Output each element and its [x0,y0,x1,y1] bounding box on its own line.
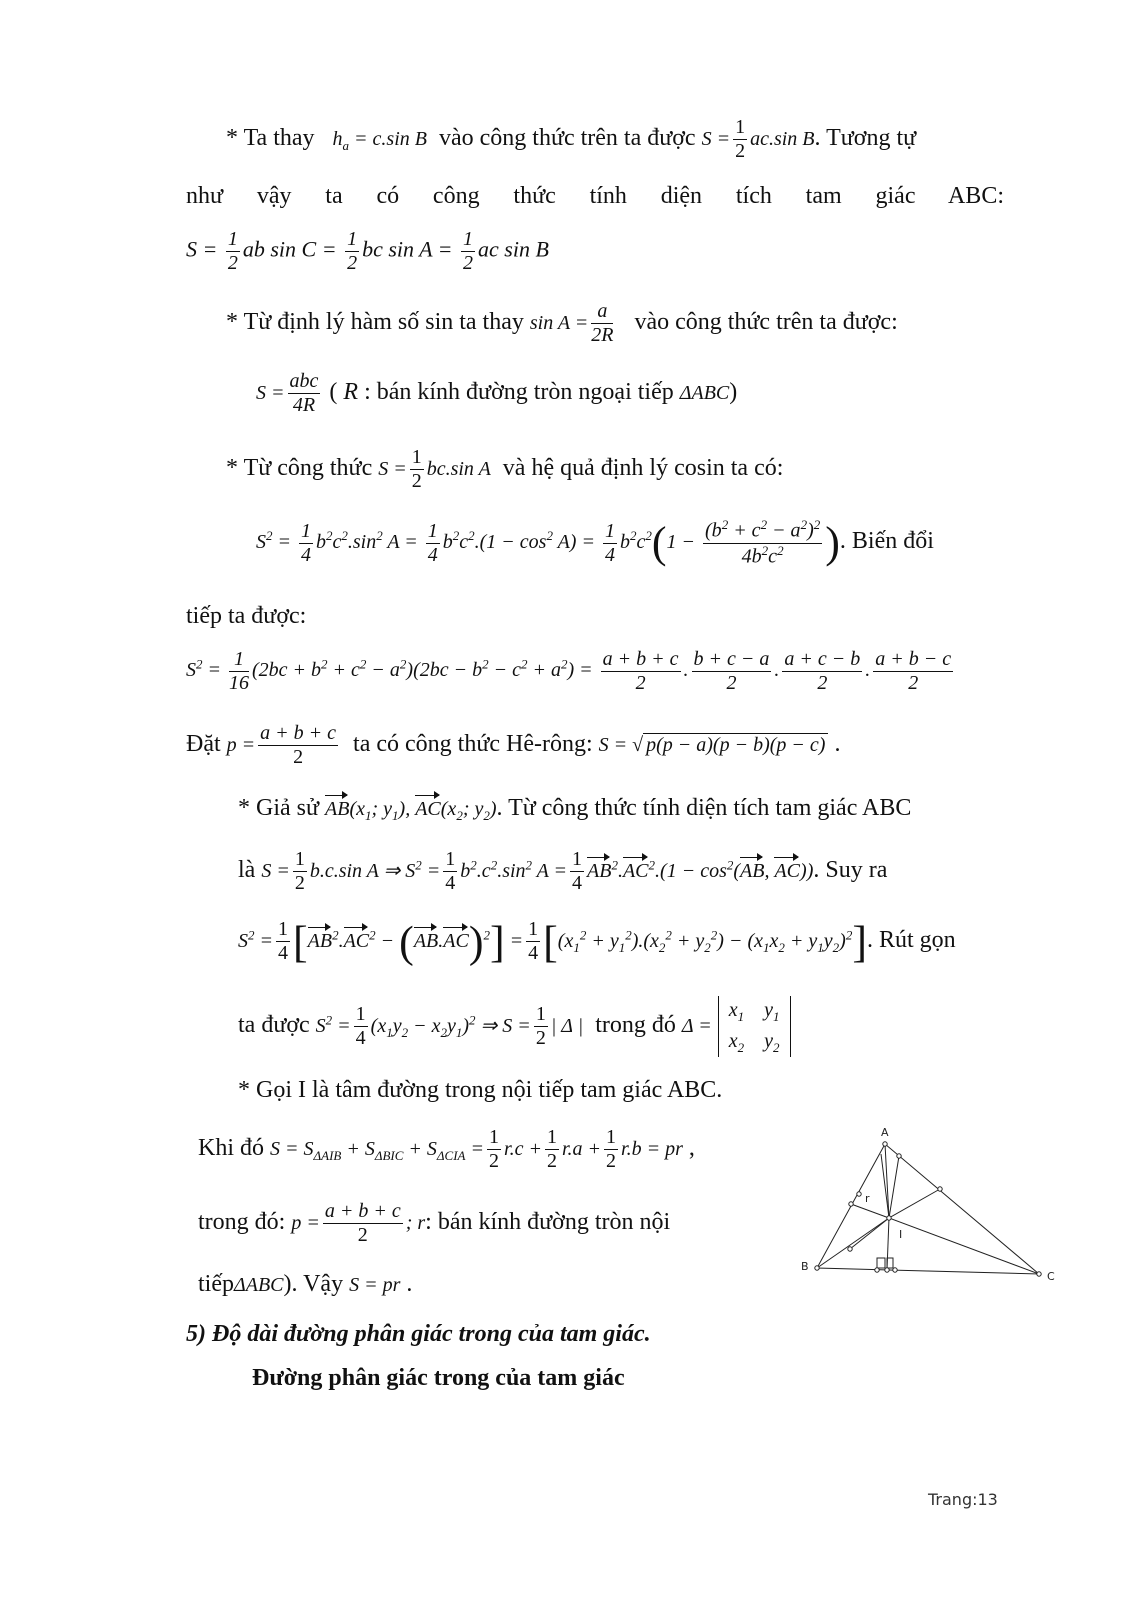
text: . Suy ra [813,857,888,884]
section-subtitle: Đường phân giác trong của tam giác [252,1365,625,1391]
text: * Từ công thức [226,455,373,482]
text: * Giả sử [238,795,319,821]
label-i: I [899,1228,903,1241]
text: vào công thức trên ta được: [634,309,898,336]
section-title: 5) Độ dài đường phân giác trong của tam giác. [186,1321,651,1347]
label-a: A [881,1126,889,1139]
text: : bán kính đường tròn nội [425,1209,671,1236]
para5-line1: * Giả sử $AB(x_1$; $y_1$), $AC(x_2$; $y_2$). Từ công thức tính diện tích tam giác ABC [238,795,912,823]
text: bán kính đường tròn ngoại tiếp [376,379,674,406]
label-b: B [801,1260,809,1273]
text: là [238,857,256,884]
para3-line1: * Từ công thức S = $\frac{1}{2}$ bc.sin A và hệ quả định lý cosin ta có: [226,446,784,492]
label-r: r [865,1192,870,1205]
bisector-a [885,1144,889,1218]
para6-line4: tiếpΔABC). Vậy S = pr . [198,1271,413,1297]
text: và hệ quả định lý cosin ta có: [502,455,784,482]
segment-ia [881,1154,889,1218]
para5-line2: là S = $\frac{1}{2}$ b.c.sin A ⇒ $S^2$ = $\frac{1}{4}$ $b^2.c^2.\sin^2$ A = $\frac{1}{4}$ $AB^2.AC^2.(1 - \cos^2(AB$, AC)). Suy ra [238,848,888,894]
formula-s-squared-expanded: $S^2$ = $\frac{1}{16}$ $(2bc + b^2 + c^2 - a^2)(2bc - b^2 - c^2 + a^2)$ = $\frac{a + b + c}{2}$ . $\frac{b + c - a}{2}$ . $\frac{a + c - b}{2}$ . $\frac{a + b - c}{2}$ [186,648,952,694]
incircle-triangle-figure [795,1118,1065,1288]
para4-line: Đặt p = $\frac{a + b + c}{2}$ ta có công thức Hê-rông: S = √ p(p − a)(p − b)(p − c) . [186,722,841,768]
para6-line1: * Gọi I là tâm đường trong nội tiếp tam giác ABC. [238,1077,723,1103]
text: . Biến đổi [839,527,934,554]
determinant: $x_1$ $y_1$ $x_2$ $y_2$ [718,996,791,1057]
text: trong đó [595,1012,676,1039]
text: . Rút gọn [866,927,956,954]
para6-line3: trong đó: p = $\frac{a + b + c}{2}$ ; r: bán kính đường tròn nội [198,1200,671,1246]
text: Đặt [186,731,221,758]
right-angle-mark [877,1258,885,1268]
text: Khi đó [198,1135,264,1162]
label-c: C [1047,1270,1055,1283]
segment-ia-2 [889,1156,899,1218]
bisector-b [817,1218,889,1268]
radius-to-ac [889,1189,940,1218]
bisector-c [889,1218,1039,1274]
para5-line3: $S^2$ = $\frac{1}{4}$ $[AB^2.AC^2 - (AB.AC)^2]$ = $\frac{1}{4}$ $[(x_1^2 + y_1^2).(x_2^2 + y_2^2) - (x_1x_2 + y_1y_2)^2]$. Rút gọn [238,917,956,967]
para1-line1: * Ta thay $h_a = c.\sin$ B vào công thức trên ta được S = $\frac{1}{2}$ ac.sin B. Tương tự [226,116,917,162]
text: vào công thức trên ta được [438,125,696,152]
para5-line4: ta được $S^2$ = $\frac{1}{4}$ $(x_1y_2 - x_2y_1)^2$ ⇒ S = $\frac{1}{2}$ | Δ | trong đó $\Delta = x_1$ $y_1$ $x_2$ $y_2$ [238,996,791,1057]
text: ta có công thức Hê-rông: [353,731,593,758]
para6-line2: Khi đó $S = S_{\Delta AIB} + S_{\Delta BIC} + S_{\Delta CIA}$ = $\frac{1}{2}$ r.c + $\frac{1}{2}$ r.a + $\frac{1}{2}$ r.b = pr , [198,1126,695,1172]
text: . Từ công thức tính diện tích tam giác ABC [496,795,912,821]
formula-s-squared: $S^2$ = $\frac{1}{4}$ $b^2c^2.\sin^2$ A = $\frac{1}{4}$ $b^2c^2.(1 - \cos^2 A)$ = $\frac{1}{4}$ $b^2c^2(1$ − $\frac{(b^2 + c^2 - a^2)^2}{4b^2c^2}$ ). Biến đổi [256,517,934,568]
para2-line1: * Từ định lý hàm số sin ta thay sin A = $\frac{a}{2R}$ vào công thức trên ta được: [226,300,898,346]
text: trong đó: [198,1209,286,1236]
radius-to-ab [851,1204,889,1218]
para3-line3: tiếp ta được: [186,603,307,629]
text: ta được [238,1012,310,1039]
para2-line2: S = $\frac{\text{abc}}{4R}$ ( R : bán kính đường tròn ngoại tiếp ΔABC) [256,370,738,416]
triangle-abc [817,1144,1039,1274]
text: . Vậy [291,1271,344,1297]
text: . Tương tự [814,125,917,152]
segment-ib [850,1218,889,1249]
page-number: Trang:13 [928,1490,998,1509]
formula-area-sin: S = $\frac{1}{2}$ ab sin C = $\frac{1}{2}$ bc sin A = $\frac{1}{2}$ ac sin B [186,228,549,274]
text: * Từ định lý hàm số sin ta thay [226,309,524,336]
text: tiếp [198,1271,234,1297]
text: * Ta thay [226,125,315,152]
para1-line2: như vậy ta có công thức tính diện tích tam giác ABC: [186,183,1004,209]
